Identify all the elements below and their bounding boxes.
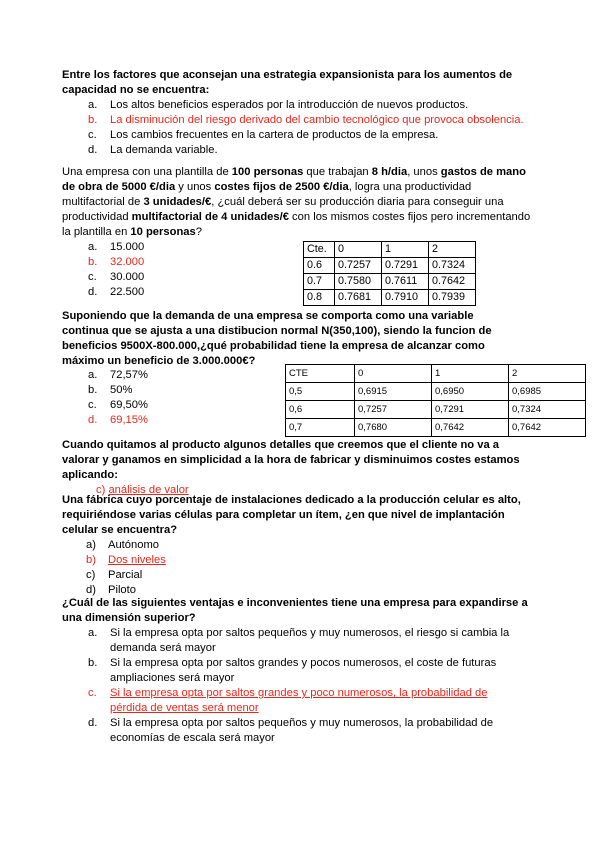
option-correct: b. La disminución del riesgo derivado del cambio tecnológico que provoca obsolencia. <box>88 114 524 126</box>
table-row: 0.6 0.7257 0.7291 0.7324 <box>304 258 476 274</box>
option: b. 50% <box>88 384 133 396</box>
question-5 <box>62 493 532 598</box>
option: c. Los cambios frecuentes en la cartera de productos de la empresa. <box>88 129 439 141</box>
option: d) Piloto <box>86 584 136 596</box>
question-4-stem: Cuando quitamos al producto algunos detalles que creemos que el cliente no va a valorar y ganamos en simplicidad a la hora de fabricar y disminuimos costes estamos aplicando: <box>62 439 520 481</box>
option: b. Si la empresa opta por saltos grandes y pocos numerosos, el coste de futuras ampliaciones será mayor <box>88 657 497 684</box>
option-correct: b) Dos niveles <box>86 554 166 566</box>
table-row: 0,7 0,7680 0,7642 0,7642 <box>286 419 586 437</box>
option: a. 72,57% <box>88 369 148 381</box>
option: d. La demanda variable. <box>88 144 218 156</box>
question-6-options <box>62 626 532 746</box>
question-2-stem: Una empresa con una plantilla de 100 personas que trabajan 8 h/dia, unos gastos de mano de obra de 5000 €/dia y unos costes fijos de 2500 €/dia, logra una productividad multifactorial de 3 unidades/€, ¿cuál deberá ser su producción diaria para conseguir una productividad multifactorial de 4 unidades/€ con los mismos costes fijos pero incrementando la plantilla en 10 personas? <box>62 166 531 238</box>
question-1 <box>62 68 532 158</box>
table-header-row: CTE 0 1 2 <box>286 365 586 383</box>
question-4 <box>62 438 532 498</box>
question-6 <box>62 596 532 746</box>
option: a. 15.000 <box>88 241 145 253</box>
option-correct: b. 32.000 <box>88 256 145 268</box>
option: a. Si la empresa opta por saltos pequeños y muy numerosos, el riesgo si cambia la demanda será mayor <box>88 627 510 654</box>
question-1-options <box>62 98 532 158</box>
table-row: 0.8 0.7681 0.7910 0.7939 <box>304 290 476 306</box>
question-5-stem: Una fábrica cuyo porcentaje de instalaciones dedicado a la producción celular es alto, requiriéndose varias células para completar un ítem, ¿en que nivel de implantación celular se encuentra? <box>62 494 521 536</box>
option: c) Parcial <box>86 569 143 581</box>
question-2-table <box>303 241 476 306</box>
option-correct: d. 69,15% <box>88 414 148 426</box>
question-3-table <box>285 364 586 437</box>
question-4-answer: c) análisis de valor <box>96 484 189 496</box>
question-6-stem: ¿Cuál de las siguientes ventajas e inconvenientes tiene una empresa para expandirse a una dimensión superior? <box>62 597 528 624</box>
option: d. Si la empresa opta por saltos pequeños y muy numerosos, la probabilidad de economías de escala será mayor <box>88 717 494 744</box>
option: a. Los altos beneficios esperados por la introducción de nuevos productos. <box>88 99 469 111</box>
option: c. 69,50% <box>88 399 148 411</box>
option: d. 22.500 <box>88 286 145 298</box>
question-5-options <box>62 538 532 598</box>
table-header-row: Cte. 0 1 2 <box>304 242 476 258</box>
question-3-stem: Suponiendo que la demanda de una empresa se comporta como una variable continua que se ajusta a una distibucion normal N(350,100), siendo la funcion de beneficios 9500X-800.000,¿qué probabilidad tiene la empresa de alcanzar como máximo un beneficio de 3.000.000€? <box>62 310 492 367</box>
table-row: 0,6 0,7257 0,7291 0,7324 <box>286 401 586 419</box>
table-row: 0.7 0.7580 0.7611 0.7642 <box>304 274 476 290</box>
option: c. 30.000 <box>88 271 145 283</box>
option-correct: c. Si la empresa opta por saltos grandes y poco numerosos, la probabilidad de pérdida de ventas será menor <box>88 687 488 714</box>
option: a) Autónomo <box>86 539 159 551</box>
question-1-stem: Entre los factores que aconsejan una estrategia expansionista para los aumentos de capacidad no se encuentra: <box>62 69 513 96</box>
table-row: 0,5 0,6915 0,6950 0,6985 <box>286 383 586 401</box>
